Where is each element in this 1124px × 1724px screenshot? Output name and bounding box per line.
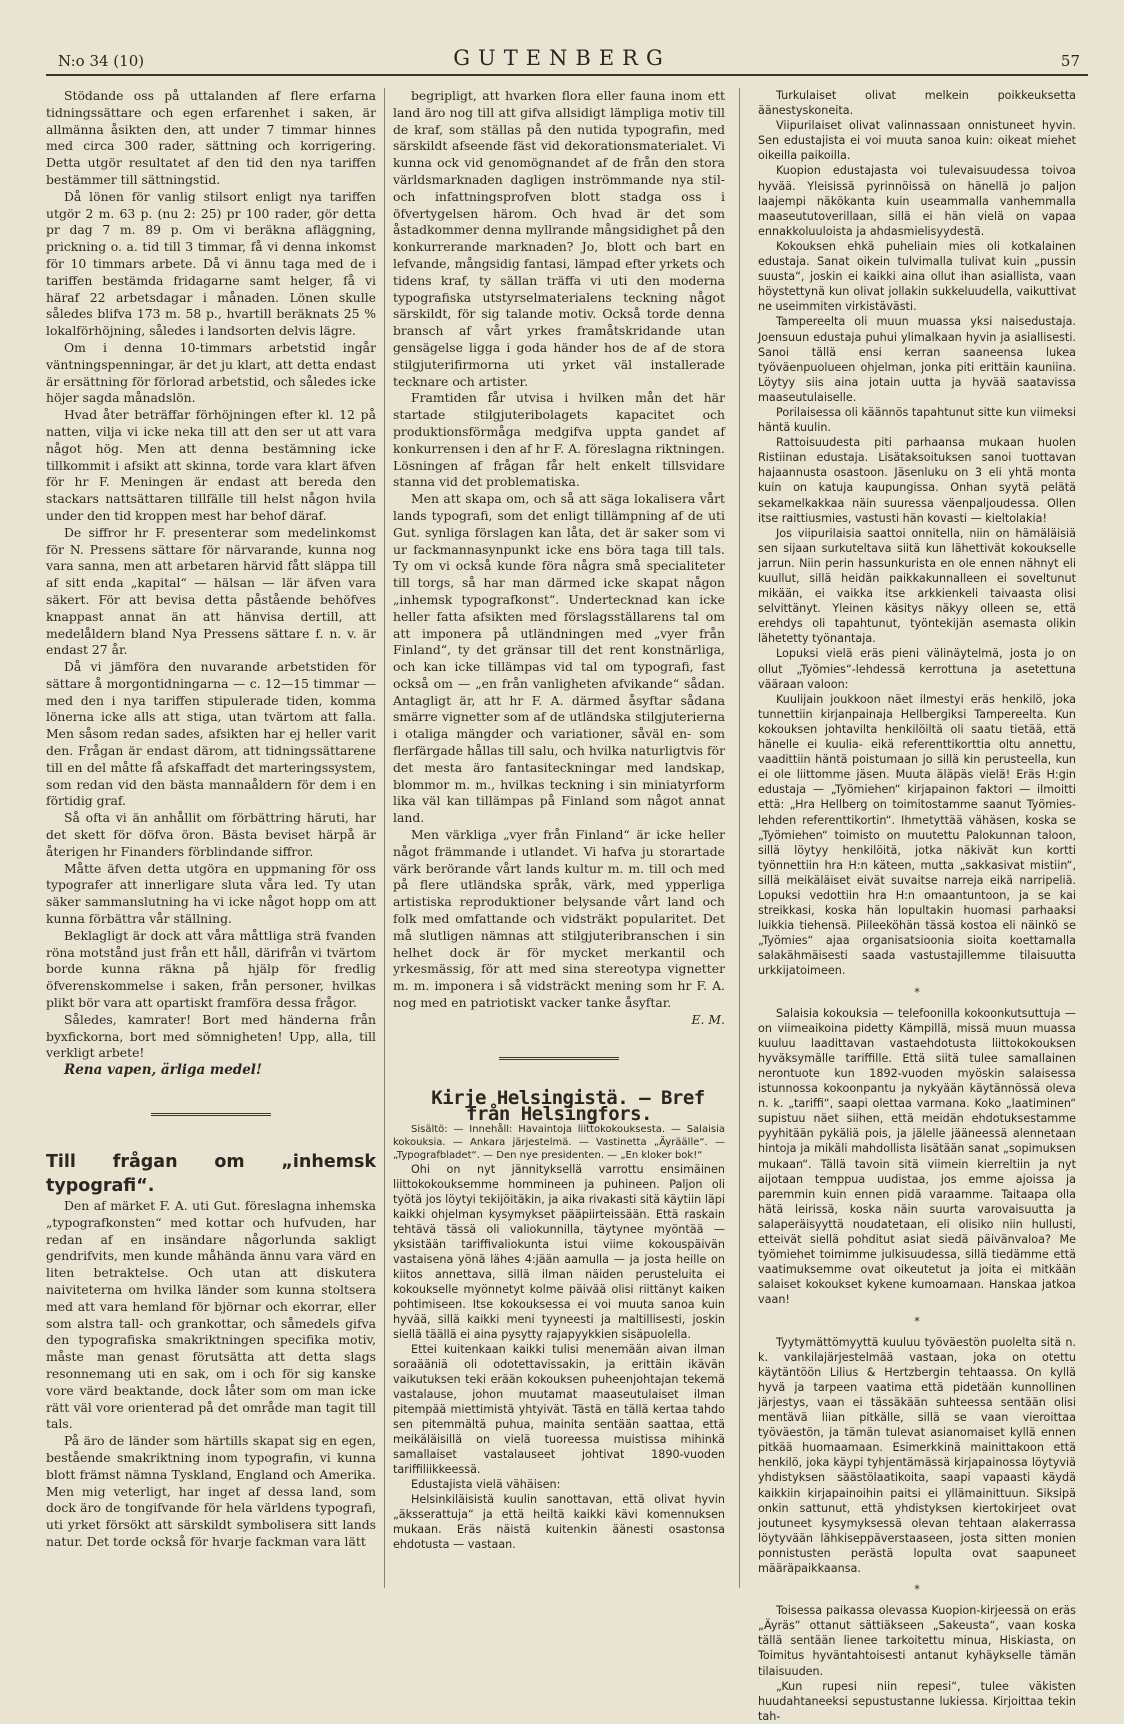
paragraph: Då lönen för vanlig stilsort enligt nya tariffen utgör 2 m. 63 p. (nu 2: 25) pr 100 rader, gör detta pr dag 7 m. 89 p. Om vi beräkna afläggning, prickning o. a. tid till 3 timmar, få vi denna inkomst för 10 timmars arbete. Då vi ännu taga med de i tariffen bestämda fridagarne samt helger, få vi häraf 22 arbetsdagar i månaden. Lönen skulle således blifva 173 m. 58 p., hvartill beräknats 25 % lokalförhöjning, således i landsorten delvis lägre. [46,188,376,339]
paragraph: Jos viipurilaisia saattoi onnitella, niin on hämäläisiä sen sijaan surkuteltava siitä kun lähettivät kokoukselle jarrun. Niin perin hassunkurista en ole ennen nähnyt eli kuullut, sillä heidän paikkakunnalleen ei soveltunut mikään, ei vaikka itse arkkienkeli taivaasta olisi selvittänyt. Yleinen käsitys näkyy olleen se, että erehdys oli tapahtunut, työntekijän asemasta olikin lähetetty työnantaja. [758,526,1076,646]
paragraph: Men värkliga „vyer från Finland“ är icke heller något främmande i utlandet. Vi hafva ju storartade värk berörande vårt lands kultur m. m. till och med på flere utländska språk, värk, med ypperliga artistiska reproduktioner belysande vårt land och folk med omfattande och vidsträkt popularitet. Det må slutligen nämnas att stilgjuteribranschen i sin helhet dock är för mycket merkantil och yrkesmässig, för att med sina stereotypa vignetter m. m. imponera i så vidsträckt mening som hr F. A. nog med en patriotiskt vacker tanke åsyftar. [393,827,725,1011]
column-divider [384,88,385,1588]
paragraph: Turkulaiset olivat melkein poikkeuksetta äänestyskoneita. [758,89,1076,118]
paragraph: Edustajista vielä vähäisen: [411,1478,561,1492]
letter-contents: Sisältö: — Innehåll: Havaintoja liittokokouksesta. — Salaisia kokouksia. — Ankara järjestelmä. — Vastinetta „Äyräälle“. — „Typografbladet“. — Den nye presidenten. — „En kloker bok!“ [393,1124,725,1162]
paragraph: Kuopion edustajasta voi tulevaisuudessa toivoa hyvää. Yleisissä pyrinnöissä on hänellä jo paljon laajempi näkökanta kuin useammalla vanhemmalla maaseututoverillaan, sillä ei hän vielä on vapaa ennakkoluuloista ja ahdasmielisyydestä. [758,164,1076,238]
paragraph: På äro de länder som härtills skapat sig en egen, bestående smakriktning inom typografin, vi kunna blott främst nämna Tyskland, England och Amerika. Men mig veterligt, har inget af dessa land, som dock äro de tongifvande för hela världens typografi, uti yrket försökt att särskildt symbolisera sitt lands natur. Det torde också för hvarje fackman vara lätt [46,1433,376,1549]
letter-title: Kirje Helsingistä. — Bref från Helsingfors. [431,1086,705,1126]
paragraph: Lopuksi vielä eräs pieni välinäytelmä, josta jo on ollut „Työmies“-lehdessä kerrottuna ja asetettuna vääraan valoon: [758,647,1076,691]
paragraph: Men att skapa om, och så att säga lokalisera vårt lands typografi, som det enligt tillämpning af de uti Gut. synliga förslagen kan låta, det är saker som vi ur fackmannasynpunkt icke ens böra taga till tals. Ty om vi också kunde föra några små specialiteter till torgs, så har man därmed icke skapat någon „inhemsk typografkonst“. Undertecknad kan icke heller fatta afsikten med förslagsställarens tal om att imponera på utländningen med „vyer från Finland“, ty det gränsar till det rent konstnärliga, och kan icke tillämpas vid tal om typografi, fast också om — „en från vanligheten afvikande“ sådan. Antagligt är, att hr F. A. därmed åsyftar sådana smärre vignetter som af de utländska stilgjuterierna i otaliga mängder och variationer, såväl en- som flerfärgade hållas till salu, och hvilka naturligtvis för det mesta äro fantasiteckningar med landskap, blommor m. m., hvilkas teckning i sin miniatyrform lika väl kan tillämpas på Finland som något annat land. [393,491,725,826]
page-number: 57 [1060,52,1080,70]
section-star: * [914,1583,920,1597]
paragraph: Om i denna 10-timmars arbetstid ingår väntningspenningar, är det ju klart, att detta endast är ersättning för förlorad arbetstid, och således icke höjer sagda månadslön. [46,339,376,406]
paragraph: Stödande oss på uttalanden af flere erfarna tidningssättare och egen erfarenhet i saken, är allmänna åsikten den, att under 7 timmar hinnes med circa 300 rader, sättning och korrigering. Detta utgör resultatet af den tid den nya tariffen bestämmer till sättningstid. [46,88,376,187]
closing-motto: Rena vapen, ärliga medel! [64,1062,262,1079]
paragraph: Framtiden får utvisa i hvilken mån det här startade stilgjuteribolagets kapacitet och produktionsförmåga medgifva uppta gandet af konkurrensen i den af hr F. A. föreslagna riktningen. Lösningen af frågan får helt enkelt tillsvidare stanna vid det problematiska. [393,390,725,490]
paragraph: Måtte äfven detta utgöra en uppmaning för oss typografer att innerligare sluta våra led. Ty utan säker sammanslutning ha vi icke något hopp om att kunna förbättra vår ställning. [46,860,376,927]
column-divider [739,88,740,1588]
paragraph: Således, kamrater! Bort med händerna från byxfickorna, bort med sömnigheten! Upp, alla, till verkligt arbete! [46,1011,376,1061]
issue-number: N:o 34 (10) [58,52,145,70]
paragraph: Så ofta vi än anhållit om förbättring häruti, har det skett för döfva öron. Bästa beviset härpå är återigen hr Finanders förblindande siffror. [46,810,376,859]
letter-body [393,1162,725,1552]
paragraph: Kuulijain joukkoon näet ilmestyi eräs henkilö, joka tunnettiin kirjanpainaja Hellbergiksi Tampereelta. Kun kokouksen johtavilta henkilöiltä oli saatu tietää, että hänelle ei kuulia- eikä referenttikorttia oltu annettu, vaadittiin häntä poistumaan jo sillä kin perusteella, kun ei ole liittomme jäsen. Muuta äläpäs vielä! Eräs H:gin edustaja — „Työmiehen“ kirjapainon faktori — ilmoitti että: „Hra Hellberg on toimitostamme saanut Työmies-lehden referenttikortin“. Ihmetyttää vähäsen, koska se „Työmiehen“ toimisto on muutettu Palokunnan taloon, sillä löytyy henkilöitä, jotka näkivät kun kortti työnnettiin hra H:n käteen, mutta „sakkasivat mistiin“, sillä meikäläiset eivät suvaitse narreja eikä narripeliä. Lopuksi vedottiin hra H:n omaantuntoon, ja se kai streikkasi, koska hän lopultakin huomasi parhaaksi luikkia tiehensä. Piileeköhän tässä kostoa eli näinkö se „Työmies“ ajaa organisatsioonia sioita koettamalla salakähmäisesti saada vastustajillemme tilaisuutta urkkijatoimeen. [758,692,1076,978]
paragraph: Rattoisuudesta piti parhaansa mukaan huolen Ristiinan edustaja. Lisätaksoituksen sanoi tuottavan hajaannusta osastoon. Jäsenluku on 3 eli yhtä monta kuin on katuja kaupungissa. Onhan syytä pelätä sekamelkakkaa näin suuressa väenpaljoudessa. Ollen itse raittiusmies, vastusti hän kovasti — kieltolakia! [758,436,1076,525]
paragraph: Då vi jämföra den nuvarande arbetstiden för sättare å morgontidningarna — c. 12—15 timmar — med den i nya tariffen stipulerade tiden, komma lönerna icke alls att stiga, utan tvärtom att falla. Men såsom redan sades, afsikten har ej heller varit den. Frågan är endast därom, att tidningssättarene till en del måtte få afskaffadt det marteringssystem, som redan vid den bästa mannaåldern för dem i en förtidig graf. [46,659,376,809]
section-separator [151,1113,271,1116]
paragraph: Beklagligt är dock att våra måttliga strä fvanden röna motstånd just från ett håll, därifrån vi tvärtom borde kunna räkna på hjälp för fredlig öfverenskommelse i saken, från personer, hvilkas plikt bör vara att opartiskt framföra dessa frågor. [46,927,376,1011]
section-star: * [914,1314,920,1328]
paragraph: Porilaisessa oli käännös tapahtunut sitte kun viimeksi häntä kuulin. [758,405,1076,435]
column-1 [46,88,376,1551]
paragraph: Helsinkiläisistä kuulin sanottavan, että olivat hyvin „äksserattuja“ ja että heiltä kaikki kävi komennuksen mukaan. Eräs näistä kuitenkin äänesti osastonsa ehdotusta — vastaan. [393,1493,725,1552]
header-rule [46,74,1088,76]
paragraph: Salaisia kokouksia — telefoonilla kokoonkutsuttuja — on viimeaikoina pidetty Kämpillä, missä muun muassa kuuluu laadittavan vastaehdotusta liittokokouksen hyväksymälle tariffille. Että siitä tulee samallainen nerontuote kun 1892-vuoden myöskin salaisessa istunnossa kokoonpantu ja nykyään käytännössä oleva n. k. „tariffi“, saapi olettaa varmana. Koko „laatiminen“ supistuu näet siihen, että meidän ehdotuksestamme pyyhitään pykäliä pois, ja jälelle jääneessä alennetaan hintoja ja mikäli mahdollista lisätään sanat „sopimuksen mukaan“. Tällä tavoin sitä viimein kierreltiin ja nyt aijotaan temppua uudistaa, jos emme ajoissa ja paremmin kuin ennen pidä varaamme. Taitaapa olla hätä leirissä, koska näin suurta varovaisuutta ja salaperäisyyttä noudatetaan, eli olisiko niin hullusti, etteivät siellä pohditut asiat siedä päivänvaloa? Me työmiehet toimimme julkisuudessa, sillä tiedämme että vaatimuksemme ovat oikeutetut ja joita ei mitkään salaiset kokoukset kykene kumoamaan. Hanskaa jatkoa vaan! [758,1006,1076,1307]
paragraph: Toisessa paikassa olevassa Kuopion-kirjeessä on eräs „Äyräs“ ottanut sättiäkseen „Sakeusta“, vaan koska tällä sentään lienee tarkoitettu minua, Hiskiasta, on Toimitus hyväntahtoisesti antanut kyhäykselle tämän tilaisuuden. [758,1604,1076,1678]
page-header [36,44,1088,74]
paragraph: De siffror hr F. presenterar som medelinkomst för N. Pressens sättare för närvarande, kunna nog vara sanna, men att arbetaren härvid fått släppa till af sitt enda „kapital“ — hälsan — lär äfven vara säkert. För att bevisa detta påstående behöfves knappast annat än att hänvisa dertill, att medelåldern bland Nya Pressens sättare f. n. v. är endast 27 år. [46,524,376,658]
paragraph: Hvad åter beträffar förhöjningen efter kl. 12 på natten, vilja vi icke neka till att den ser ut att vara något hög. Men att denna bestämning icke tillkommit i afsikt att skinna, torde vara klart äfven för hr F. Meningen är endast att bereda den stackars nattsättaren tillfälle till helst någon hvila under den tid kroppen mest har behof däraf. [46,407,376,523]
signature: E. M. [691,1011,725,1027]
section-star: * [914,985,920,999]
column-3 [758,88,1076,1724]
section-separator [499,1057,619,1060]
paragraph: Ohi on nyt jännityksellä varrottu ensimäinen liittokokouksemme hommineen ja puhineen. Paljon oli työtä jos löytyi tekijöitäkin, ja aika rivakasti sitä käytiin läpi kaikki ohjelman kysymykset pääpiirteissään. Että raskain tehtävä tässä oli valiokunnilla, täytynee myöntää — yksistään tariffivaliokunta istui viime kokouspäivän vastaisena yönä lähes 4:jään aamulla — ja josta heille on kiitos annettava, sillä ilman näiden perusteluita ei kokoukselle myönnetyt kolme päivää olisi riittänyt kaiken pohtimiseen. Itse kokouksessa ei voi muuta sanoa kuin hyvää, sillä kaikki meni tyyneesti ja maltillisesti, joskin siellä täällä ei aina pysytty rajapyykkien sisäpuolella. [393,1163,725,1342]
column-2 [393,88,725,1552]
masthead: GUTENBERG [453,46,671,70]
paragraph: begripligt, att hvarken flora eller fauna inom ett land äro nog till att gifva allsidigt lämpliga motiv till de kraf, som ställas på den nutida typografin, med särskildt afseende fäst vid dekorationsmaterialet. Vi kunna ock vid genomögnandet af de från den stora världsmarknaden dagligen inströmmande nya stil- och infattningsprofven blott stadga oss i öfvertygelsen härom. Och hvad är det som åstadkommer denna myllrande mångsidighet på den konkurrerande marknaden? Jo, blott och bart en lefvande, mångsidig fantasi, lämpad efter yrkets och tidens kraf, ty sällan träffa vi uti den moderna typografiska utstyrselmaterialens teckning något särskildt, för sig talande motiv. Också torde denna bransch af vårt yrkes framåtskridande utan gensägelse ligga i goda händer hos de af de stora stilgjuterifirmorna uti yrket väl installerade tecknare och artister. [393,88,725,389]
paragraph: Tampereelta oli muun muassa yksi naisedustaja. Joensuun edustaja puhui ylimalkaan hyvin ja asiallisesti. Sanoi tällä ensi kerran saaneensa lukea työväenpuolueen ohjelman, jonka piti erittäin kauniina. Löytyy siis aina jotain uutta ja hyvää saatavissa maaseutulaiselle. [758,315,1076,404]
paragraph: Viipurilaiset olivat valinnassaan onnistuneet hyvin. Sen edustajista ei voi muuta sanoa kuin: oikeat miehet oikeilla paikoilla. [758,119,1076,163]
paragraph: „Kun rupesi niin repesi“, tulee väkisten huudahtaneeksi sepustustanne lukiessa. Kirjoittaa tekin tah- [758,1679,1076,1723]
paragraph: Den af märket F. A. uti Gut. föreslagna inhemska „typografkonsten“ med kottar och hufvuden, har redan af en insändare någorlunda sakligt gendrifvits, men kunde måhända ännu vara värd en liten betraktelse. Och utan att diskutera naiviteterna om hvilka länder som kunna stoltsera med att vara hemland för björnar och ekorrar, eller som alstra tall- och grankottar, och såmedels gifva den typografiska smakriktningen specifika motiv, måste man genast förutsätta att detta slags resonnemang uti en sak, om i och för sig kanske vore värd beaktande, dock låter som om man icke rätt väl vore orienterad på det område man tagit till tals. [46,1198,376,1432]
paragraph: Ettei kuitenkaan kaikki tulisi menemään aivan ilman soraääniä oli odotettavissakin, ja erittäin ikävän vaikutuksen teki erään kokouksen puheenjohtajan tekemä vastalause, johon muutamat maaseutulaiset ilman pitempää miettimistä yhtyivät. Tästä en tällä kertaa tahdo sen pitemmältä puhua, mainita sentään saattaa, että meikäläisillä on vielä tuoreessa muistissa mihinkä samallaiset vastalauseet johtivat 1890-vuoden tariffiliikkeessä. [393,1343,725,1477]
article-title: Till frågan om „inhemsk typografi“. [46,1152,376,1197]
paragraph: Tyytymättömyyttä kuuluu työväestön puolelta sitä n. k. vankilajärjestelmää vastaan, joka on otettu käytäntöön Lilius & Hertzbergin tehtaassa. On kyllä hyvä ja tarpeen vaatima että pidetään kunnollinen järjestys, vaan ei tässäkään suhteessa sentään olisi mentävä liian pitkälle, sillä se vaan vieroittaa työväestön, ja tämän tulevat asianomaiset kyllä ennen pitkää huomaamaan. Esimerkkinä mainittakoon että henkilö, joka käypi tyhjentämässä kirjapainossa löytyviä yhdistyksen säästölaatikoita, saapi vapaasti käydä kaikkiin kirjapainoihin paitsi ei yllämainittuun. Siksipä onkin sattunut, että yhdistyksen kiertokirjeet ovat joutuneet kysymyksessä olevan tehtaan alakerrassa löytyvään lähkiseppäverstaaseen, josta sitten monien ponnistusten perästä lopulta ovat saapuneet määräpaikkaansa. [758,1335,1076,1575]
paragraph: Kokouksen ehkä puheliain mies oli kotkalainen edustaja. Sanat oikein tulvimalla tulivat kuin „pussin suusta“, joskin ei kaikki aina ollut ihan asiallista, vaan höystettynä kun olivat jollakin sukkeluudella, vaikuttivat ne useimmiten virkistävästi. [758,239,1076,314]
